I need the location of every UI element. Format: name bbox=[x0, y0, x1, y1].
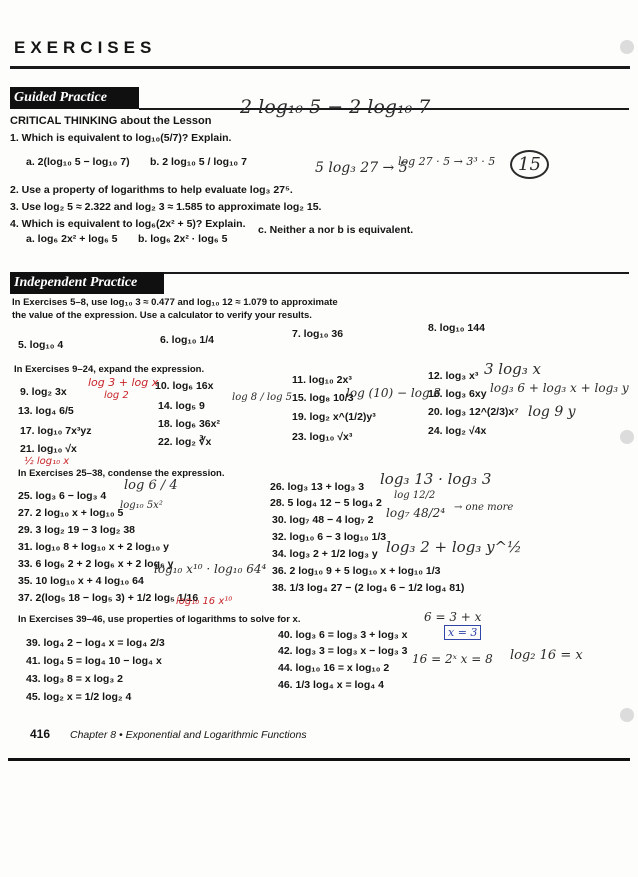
header-rule bbox=[10, 66, 630, 69]
handwriting-answer-40-boxed: x = 3 bbox=[444, 625, 481, 640]
exercise-29: 29. 3 log₂ 19 − 3 log₂ 38 bbox=[18, 524, 136, 536]
exercise-28: 28. 5 log₄ 12 − 5 log₄ 2 bbox=[270, 497, 382, 509]
exercise-10: 10. log₆ 16x bbox=[155, 380, 214, 392]
handwriting-answer-9: log 3 + log x bbox=[88, 376, 159, 389]
exercise-43: 43. log₃ 8 = x log₃ 2 bbox=[26, 673, 123, 685]
exercise-26: 26. log₃ 13 + log₃ 3 bbox=[270, 481, 365, 493]
exercise-1-option-b: b. 2 log₁₀ 5 / log₁₀ 7 bbox=[150, 156, 247, 168]
exercise-41: 41. log₄ 5 = log₄ 10 − log₄ x bbox=[26, 655, 162, 667]
instructions-39-46: In Exercises 39–46, use properties of logarithms to solve for x. bbox=[18, 614, 301, 625]
exercise-42: 42. log₃ 3 = log₃ x − log₃ 3 bbox=[278, 645, 408, 657]
exercise-15: 15. log₈ 10/3 bbox=[292, 392, 354, 404]
exercise-18: 18. log₆ 36x² bbox=[158, 418, 220, 430]
instructions-25-38: In Exercises 25–38, condense the expression. bbox=[18, 468, 225, 479]
handwriting-answer-25: log 6 / 4 bbox=[124, 478, 178, 493]
handwriting-answer-40: 6 = 3 + x bbox=[424, 610, 482, 624]
exercise-38: 38. 1/3 log₄ 27 − (2 log₄ 6 − 1/2 log₄ 81) bbox=[272, 582, 465, 594]
page-title: EXERCISES bbox=[14, 38, 157, 57]
exercise-12: 12. log₃ x³ bbox=[428, 370, 479, 382]
handwriting-answer-15-circled: 15 bbox=[510, 150, 549, 179]
exercise-32: 32. log₁₀ 6 − 3 log₁₀ 1/3 bbox=[272, 531, 387, 543]
exercise-44: 44. log₁₀ 16 = x log₁₀ 2 bbox=[278, 662, 390, 674]
exercise-37: 37. 2(log₅ 18 − log₅ 3) + 1/2 log₅ 1/16 bbox=[18, 592, 199, 604]
exercise-35: 35. 10 log₁₀ x + 4 log₁₀ 64 bbox=[18, 575, 144, 587]
exercise-13: 13. log₄ 6/5 bbox=[18, 405, 74, 417]
exercise-7: 7. log₁₀ 36 bbox=[292, 328, 344, 340]
exercise-4-option-b: b. log₆ 2x² · log₆ 5 bbox=[138, 233, 228, 245]
exercise-9: 9. log₂ 3x bbox=[20, 386, 67, 398]
handwriting-answer-34: log₃ 2 + log₃ y^½ bbox=[386, 538, 522, 556]
handwriting-answer-12: 3 log₃ x bbox=[484, 360, 541, 378]
independent-practice-rule bbox=[164, 272, 629, 274]
exercise-2: 2. Use a property of logarithms to help evaluate log₃ 27⁵. bbox=[10, 184, 293, 196]
handwriting-answer-20: log 9 y bbox=[528, 404, 576, 420]
exercise-4-option-c: c. Neither a nor b is equivalent. bbox=[258, 224, 414, 236]
handwriting-answer-28: log 12/2 bbox=[394, 490, 436, 501]
handwriting-answer-44: 16 = 2ˣ x = 8 bbox=[412, 652, 493, 666]
exercise-19: 19. log₂ x^(1/2)y³ bbox=[292, 411, 376, 423]
handwriting-answer-14: log 8 / log 5 bbox=[232, 392, 293, 403]
exercise-27: 27. 2 log₁₀ x + log₁₀ 5 bbox=[18, 507, 124, 519]
exercise-6: 6. log₁₀ 1/4 bbox=[160, 334, 215, 346]
exercise-4: 4. Which is equivalent to log₆(2x² + 5)? Explain. bbox=[10, 218, 246, 230]
guided-practice-banner: Guided Practice bbox=[10, 87, 139, 109]
exercise-4-option-a: a. log₆ 2x² + log₆ 5 bbox=[26, 233, 118, 245]
binder-hole bbox=[620, 708, 634, 722]
exercise-5: 5. log₁₀ 4 bbox=[18, 339, 64, 351]
handwriting-answer-35: log₁₀ x¹⁰ · log₁₀ 64⁴ bbox=[154, 562, 267, 576]
exercise-31: 31. log₁₀ 8 + log₁₀ x + 2 log₁₀ y bbox=[18, 541, 169, 553]
exercise-39: 39. log₄ 2 − log₄ x = log₄ 2/3 bbox=[26, 637, 165, 649]
exercise-17: 17. log₁₀ 7x³yz bbox=[20, 425, 92, 437]
handwriting-answer-9-sub: log 2 bbox=[104, 390, 129, 401]
handwriting-answer-2: 5 log₃ 27 → 5 bbox=[315, 160, 408, 176]
exercise-22: 22. log₂ ∛x bbox=[158, 436, 212, 448]
binder-hole bbox=[620, 430, 634, 444]
handwriting-answer-44-log: log₂ 16 = x bbox=[510, 648, 583, 663]
exercise-3: 3. Use log₂ 5 ≈ 2.322 and log₂ 3 ≈ 1.585 to approximate log₂ 15. bbox=[10, 201, 322, 213]
chapter-footer: Chapter 8 • Exponential and Logarithmic Functions bbox=[70, 729, 307, 741]
handwriting-answer-21: ½ log₁₀ x bbox=[24, 456, 70, 467]
exercise-46: 46. 1/3 log₄ x = log₄ 4 bbox=[278, 679, 385, 691]
exercise-36: 36. 2 log₁₀ 9 + 5 log₁₀ x + log₁₀ 1/3 bbox=[272, 565, 441, 577]
footer-rule bbox=[8, 758, 630, 761]
exercise-34: 34. log₃ 2 + 1/2 log₃ y bbox=[272, 548, 378, 560]
handwriting-answer-1: 2 log₁₀ 5 − 2 log₁₀ 7 bbox=[240, 96, 431, 118]
handwriting-answer-16: log₃ 6 + log₃ x + log₃ y bbox=[490, 381, 629, 395]
instructions-9-24: In Exercises 9–24, expand the expression. bbox=[14, 364, 205, 375]
page-number: 416 bbox=[30, 727, 51, 741]
exercise-23: 23. log₁₀ √x³ bbox=[292, 431, 353, 443]
instructions-5-8-line1: In Exercises 5–8, use log₁₀ 3 ≈ 0.477 and log₁₀ 12 ≈ 1.079 to approximate bbox=[12, 297, 338, 308]
exercise-40: 40. log₃ 6 = log₃ 3 + log₃ x bbox=[278, 629, 408, 641]
handwriting-answer-27: log₁₀ 5x² bbox=[120, 500, 163, 511]
handwriting-note-one-more: → one more bbox=[454, 502, 514, 513]
exercise-14: 14. log₅ 9 bbox=[158, 400, 205, 412]
exercise-11: 11. log₁₀ 2x³ bbox=[292, 374, 352, 386]
binder-hole bbox=[620, 40, 634, 54]
critical-thinking-heading: CRITICAL THINKING about the Lesson bbox=[10, 115, 212, 127]
handwriting-answer-2-work: log 27 · 5 → 3³ · 5 bbox=[398, 155, 496, 168]
handwriting-answer-30: log₇ 48/2⁴ bbox=[386, 506, 446, 520]
handwriting-answer-26: log₃ 13 · log₃ 3 bbox=[380, 470, 492, 488]
exercise-1-option-a: a. 2(log₁₀ 5 − log₁₀ 7) bbox=[26, 156, 130, 168]
exercise-33: 33. 6 log₆ 2 + 2 log₆ x + 2 log₆ y bbox=[18, 558, 174, 570]
exercise-20: 20. log₃ 12^(2/3)x⁷ bbox=[428, 406, 519, 418]
instructions-5-8-line2: the value of the expression. Use a calculator to verify your results. bbox=[12, 310, 312, 321]
independent-practice-banner: Independent Practice bbox=[10, 272, 164, 294]
exercise-8: 8. log₁₀ 144 bbox=[428, 322, 485, 334]
exercise-1: 1. Which is equivalent to log₁₀(5/7)? Explain. bbox=[10, 132, 232, 144]
exercise-25: 25. log₃ 6 − log₃ 4 bbox=[18, 490, 107, 502]
exercise-24: 24. log₂ √4x bbox=[428, 425, 487, 437]
exercise-21: 21. log₁₀ √x bbox=[20, 443, 77, 455]
handwriting-answer-35-red: log₁₀ 16 x¹⁰ bbox=[176, 596, 233, 607]
exercise-16: 16. log₃ 6xy bbox=[428, 388, 487, 400]
exercise-45: 45. log₂ x = 1/2 log₂ 4 bbox=[26, 691, 132, 703]
exercise-30: 30. log₇ 48 − 4 log₇ 2 bbox=[272, 514, 374, 526]
handwriting-answer-15: log (10) − log 3 bbox=[346, 386, 442, 400]
